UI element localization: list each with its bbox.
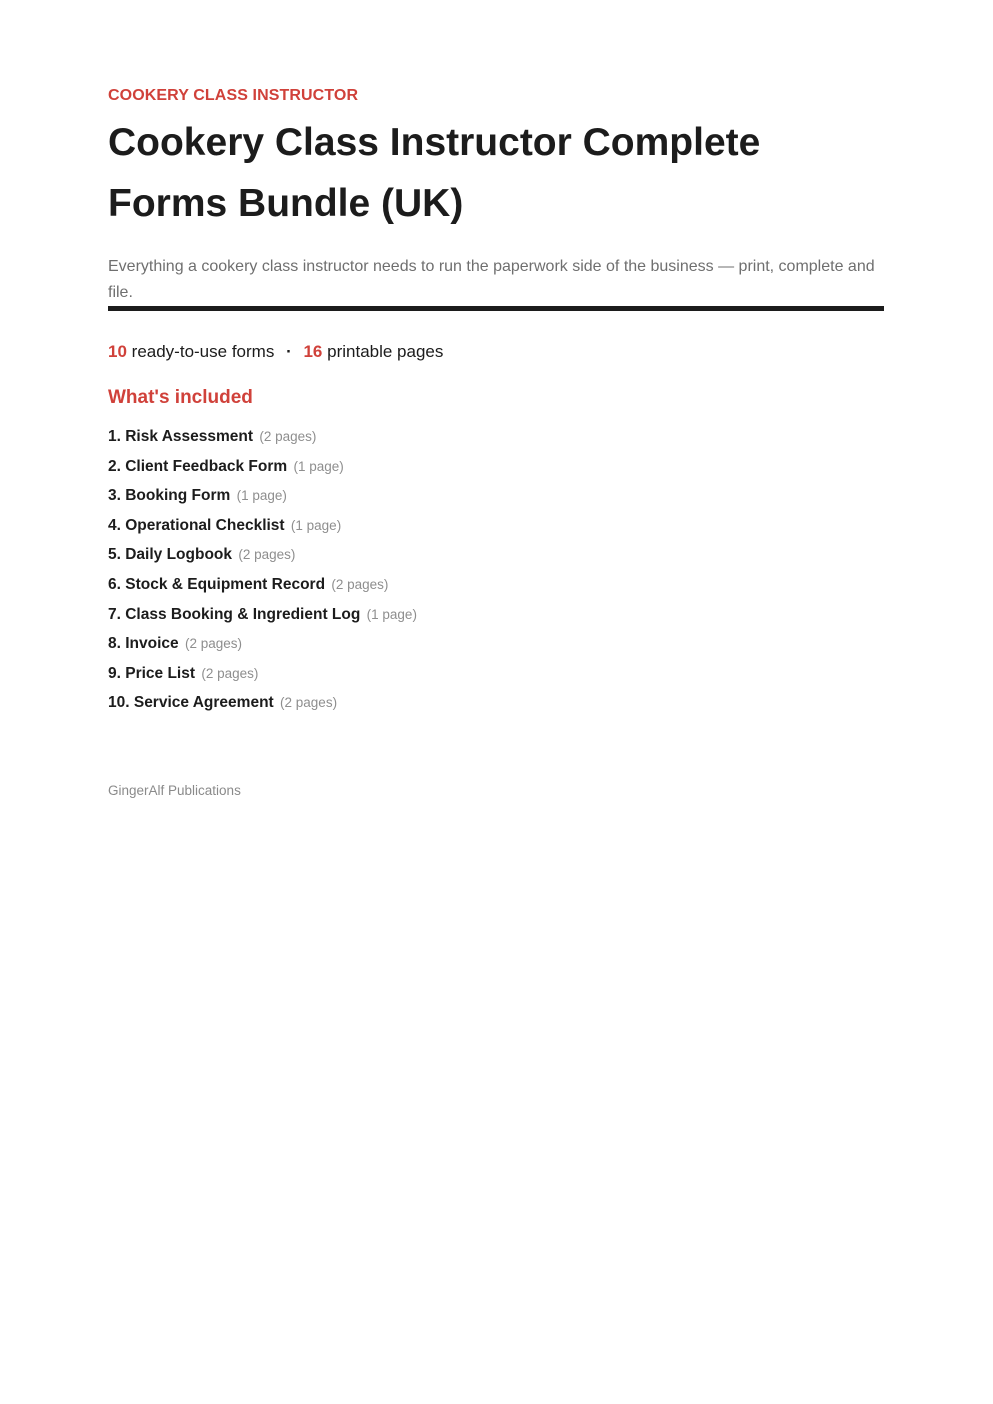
form-name: 5. Daily Logbook (108, 546, 233, 564)
list-item (108, 629, 884, 659)
form-page-count: (2 pages) (201, 665, 259, 681)
forms-count: 10 (108, 342, 127, 361)
category-kicker: COOKERY CLASS INSTRUCTOR (108, 87, 359, 104)
form-name: 2. Client Feedback Form (108, 457, 288, 475)
form-name: 9. Price List (108, 664, 196, 682)
form-page-count: (1 page) (293, 458, 344, 474)
list-item (108, 570, 884, 600)
list-item (108, 481, 884, 511)
form-page-count: (1 page) (236, 488, 287, 504)
publisher-footer: GingerAlf Publications (108, 782, 241, 798)
list-item (108, 452, 884, 482)
form-name: 7. Class Booking & Ingredient Log (108, 605, 361, 623)
heading-divider (108, 306, 884, 311)
form-name: 10. Service Agreement (108, 694, 274, 712)
pages-count-label: printable pages (327, 342, 444, 361)
document-page (108, 86, 884, 800)
bundle-stats (108, 340, 884, 364)
form-page-count: (2 pages) (331, 576, 389, 592)
included-heading: What's included (108, 387, 253, 408)
list-item (108, 659, 884, 689)
form-page-count: (2 pages) (259, 429, 317, 444)
form-name: 8. Invoice (108, 635, 179, 653)
page-title: Cookery Class Instructor Complete Forms Bundle (UK) (108, 121, 761, 225)
form-page-count: (1 page) (366, 606, 417, 622)
list-item (108, 511, 884, 541)
form-name: 3. Booking Form (108, 487, 231, 505)
list-item (108, 600, 884, 630)
list-item (108, 540, 884, 570)
stats-separator: · (286, 342, 292, 361)
form-name: 6. Stock & Equipment Record (108, 575, 326, 593)
pages-count: 16 (303, 342, 323, 361)
forms-count-label: ready-to-use forms (131, 342, 275, 361)
form-page-count: (2 pages) (280, 695, 338, 711)
forms-list (108, 422, 884, 718)
list-item (108, 422, 884, 452)
page-subtitle: Everything a cookery class instructor needs to run the paperwork side of the business — print, complete and file. (108, 258, 875, 301)
form-page-count: (1 page) (290, 517, 342, 533)
form-name: 1. Risk Assessment (108, 428, 254, 445)
list-item (108, 688, 884, 718)
form-name: 4. Operational Checklist (108, 516, 285, 534)
form-page-count: (2 pages) (184, 636, 243, 652)
form-page-count: (2 pages) (238, 547, 296, 563)
